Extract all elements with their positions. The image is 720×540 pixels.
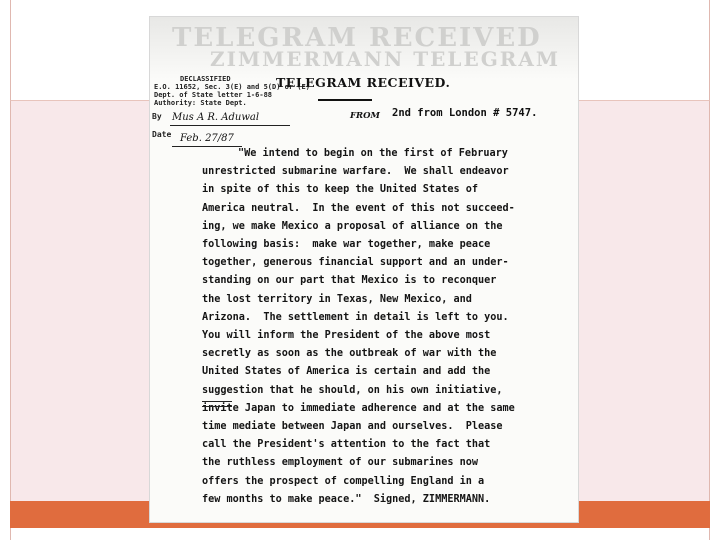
telegram-body-line: Arizona. The settlement in detail is left to you. [202,311,509,323]
telegram-body-line: America neutral. In the event of this not succeed- [202,202,515,214]
slide-footer-area [10,528,710,540]
telegram-body-line: following basis: make war together, make peace [202,239,491,251]
telegram-body-line: the ruthless employment of our submarines now [202,457,479,469]
signature-by: Mus A R. Aduwal [172,112,260,123]
stamp-line: Authority: State Dept. [154,99,247,107]
stamp-line: DECLASSIFIED [180,75,231,83]
stamp-line: Dept. of State letter 1-6-88 [154,91,273,99]
telegram-body-line: call the President's attention to the fact that [202,439,491,451]
stamp-line: By [152,112,162,121]
telegram-body-line: time mediate between Japan and ourselves. Please [202,421,503,433]
telegram-body-line: standing on our part that Mexico is to reconquer [202,275,497,287]
telegram-document [150,17,578,522]
telegram-body-line: You will inform the President of the above most [202,330,491,342]
stamp-line: Date [152,130,172,139]
telegram-body-line: in spite of this to keep the United States of [202,184,479,196]
telegram-body-line: suggestion that he should, on his own initiative, [202,384,503,396]
telegram-body-line: "We intend to begin on the first of February [238,148,508,159]
telegram-body-line: together, generous financial support and an under- [202,257,509,269]
telegram-body-line: unrestricted submarine warfare. We shall endeavor [202,166,509,178]
stamp-line: E.O. 11652, Sec. 3(E) and 5(D) or (E) [154,83,310,91]
bleedthrough-text-2: ZIMMERMANN TELEGRAM [210,47,561,71]
signature-by-line [170,125,290,126]
telegram-title: TELEGRAM RECEIVED. [276,75,451,90]
from-value: 2nd from London # 5747. [392,107,538,119]
declassification-stamp [150,75,310,139]
telegram-body-line: invite Japan to immediate adherence and at the same [202,402,515,414]
bleedthrough-text-1: TELEGRAM RECEIVED [172,23,542,53]
from-label: FROM [350,111,380,121]
telegram-body [202,145,578,509]
telegram-body-line: offers the prospect of compelling England in a [202,475,485,487]
title-underline [318,99,372,101]
telegram-body-line: secretly as soon as the outbreak of war with the [202,348,497,360]
telegram-body-line: the lost territory in Texas, New Mexico, and [202,293,472,305]
telegram-body-line: United States of America is certain and add the [202,366,491,378]
signature-date: Feb. 27/87 [180,133,234,144]
document-bleedthrough [150,17,578,79]
strikethrough-mark [202,401,232,407]
telegram-body-line: ing, we make Mexico a proposal of alliance on the [202,220,503,232]
telegram-body-line: few months to make peace." Signed, ZIMMERMANN. [202,493,491,505]
